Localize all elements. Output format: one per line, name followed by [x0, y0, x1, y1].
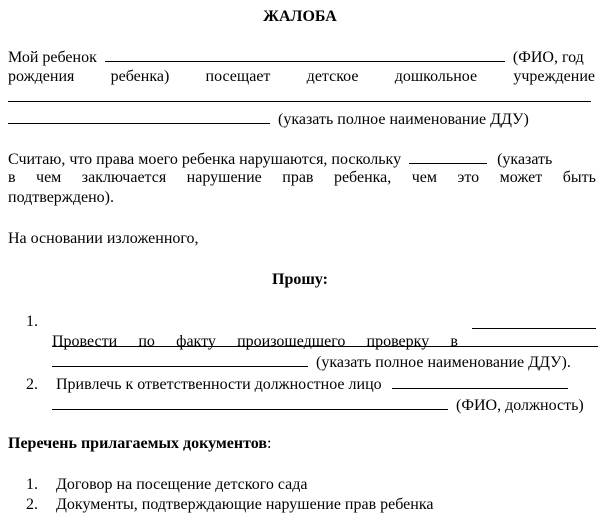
- r-word-1: Провести: [52, 333, 118, 350]
- request-item-2: [26, 373, 568, 393]
- request-item-2-hint: (ФИО, должность): [456, 397, 584, 414]
- attachment-item-2: [26, 495, 433, 515]
- v-word-3: заключается: [81, 169, 167, 186]
- attachments-heading-colon: :: [267, 435, 272, 452]
- word-2: ребенка): [110, 68, 170, 85]
- v-word-5: прав: [282, 169, 314, 186]
- attachment-item-1-num: 1.: [26, 476, 38, 493]
- request-item-2-line-2: [52, 394, 584, 414]
- request-item-2-blank-b[interactable]: [52, 394, 448, 410]
- r-word-3: факту: [176, 333, 216, 350]
- r-word-2: по: [138, 333, 155, 350]
- intro-line-1: [8, 46, 584, 66]
- ddu-hint: (указать полное наименование ДДУ): [278, 111, 529, 128]
- v-word-4: нарушение: [186, 169, 262, 186]
- request-item-1-blank-c[interactable]: [52, 351, 308, 367]
- request-item-2-num: 2.: [26, 376, 38, 393]
- v-word-6: ребенка,: [333, 169, 392, 186]
- r-word-6: в: [450, 333, 458, 350]
- r-word-4: произошедшего: [237, 333, 346, 350]
- request-item-1-blank-a[interactable]: [472, 313, 596, 329]
- child-label: Мой ребенок: [8, 49, 97, 66]
- violation-line-3: подтверждено).: [8, 189, 114, 206]
- child-name-blank[interactable]: [105, 46, 505, 62]
- request-item-1-blank-b[interactable]: [52, 346, 598, 347]
- violation-start: Считаю, что права моего ребенка нарушаются, поскольку: [8, 151, 402, 168]
- request-item-1-hint: (указать полное наименование ДДУ).: [316, 354, 571, 371]
- violation-hint: (указать: [497, 151, 553, 168]
- v-word-8: это: [457, 169, 480, 186]
- ddu-name-blank-1[interactable]: [8, 101, 591, 102]
- violation-blank[interactable]: [409, 148, 487, 164]
- request-item-1-num: 1.: [26, 313, 38, 330]
- word-3: посещает: [205, 68, 271, 85]
- word-1: рождения: [8, 68, 75, 85]
- request-item-2-text: Привлечь к ответственности должностное лицо: [56, 376, 382, 393]
- intro-line-4: [8, 108, 529, 128]
- request-item-1-line-3: [52, 351, 571, 371]
- request-item-1-text: [52, 332, 458, 352]
- request-item-1: [26, 312, 596, 350]
- request-item-2-blank-a[interactable]: [392, 373, 568, 389]
- violation-line-2: [8, 168, 596, 188]
- attachments-heading: [8, 434, 271, 454]
- intro-line-2: [8, 67, 595, 87]
- child-hint: (ФИО, год: [512, 49, 584, 66]
- attachment-item-1: [26, 475, 308, 495]
- ddu-name-blank-2[interactable]: [8, 108, 270, 124]
- v-word-1: в: [8, 169, 16, 186]
- attachment-item-1-text: Договор на посещение детского сада: [56, 476, 308, 493]
- violation-line-1: [8, 148, 552, 168]
- attachment-item-2-text: Документы, подтверждающие нарушение прав ребенка: [56, 496, 434, 513]
- v-word-2: чем: [36, 169, 62, 186]
- document-title: ЖАЛОБА: [263, 8, 337, 25]
- v-word-7: чем: [411, 169, 438, 186]
- word-4: детское: [306, 68, 359, 85]
- request-heading: Прошу:: [272, 271, 328, 288]
- word-5: дошкольное: [394, 68, 478, 85]
- word-6: учреждение: [513, 68, 595, 85]
- v-word-9: может: [499, 169, 543, 186]
- basis-text: На основании изложенного,: [8, 230, 199, 247]
- attachments-heading-text: Перечень прилагаемых документов: [8, 435, 268, 452]
- v-word-10: быть: [562, 169, 596, 186]
- r-word-5: проверку: [366, 333, 430, 350]
- attachment-item-2-num: 2.: [26, 496, 38, 513]
